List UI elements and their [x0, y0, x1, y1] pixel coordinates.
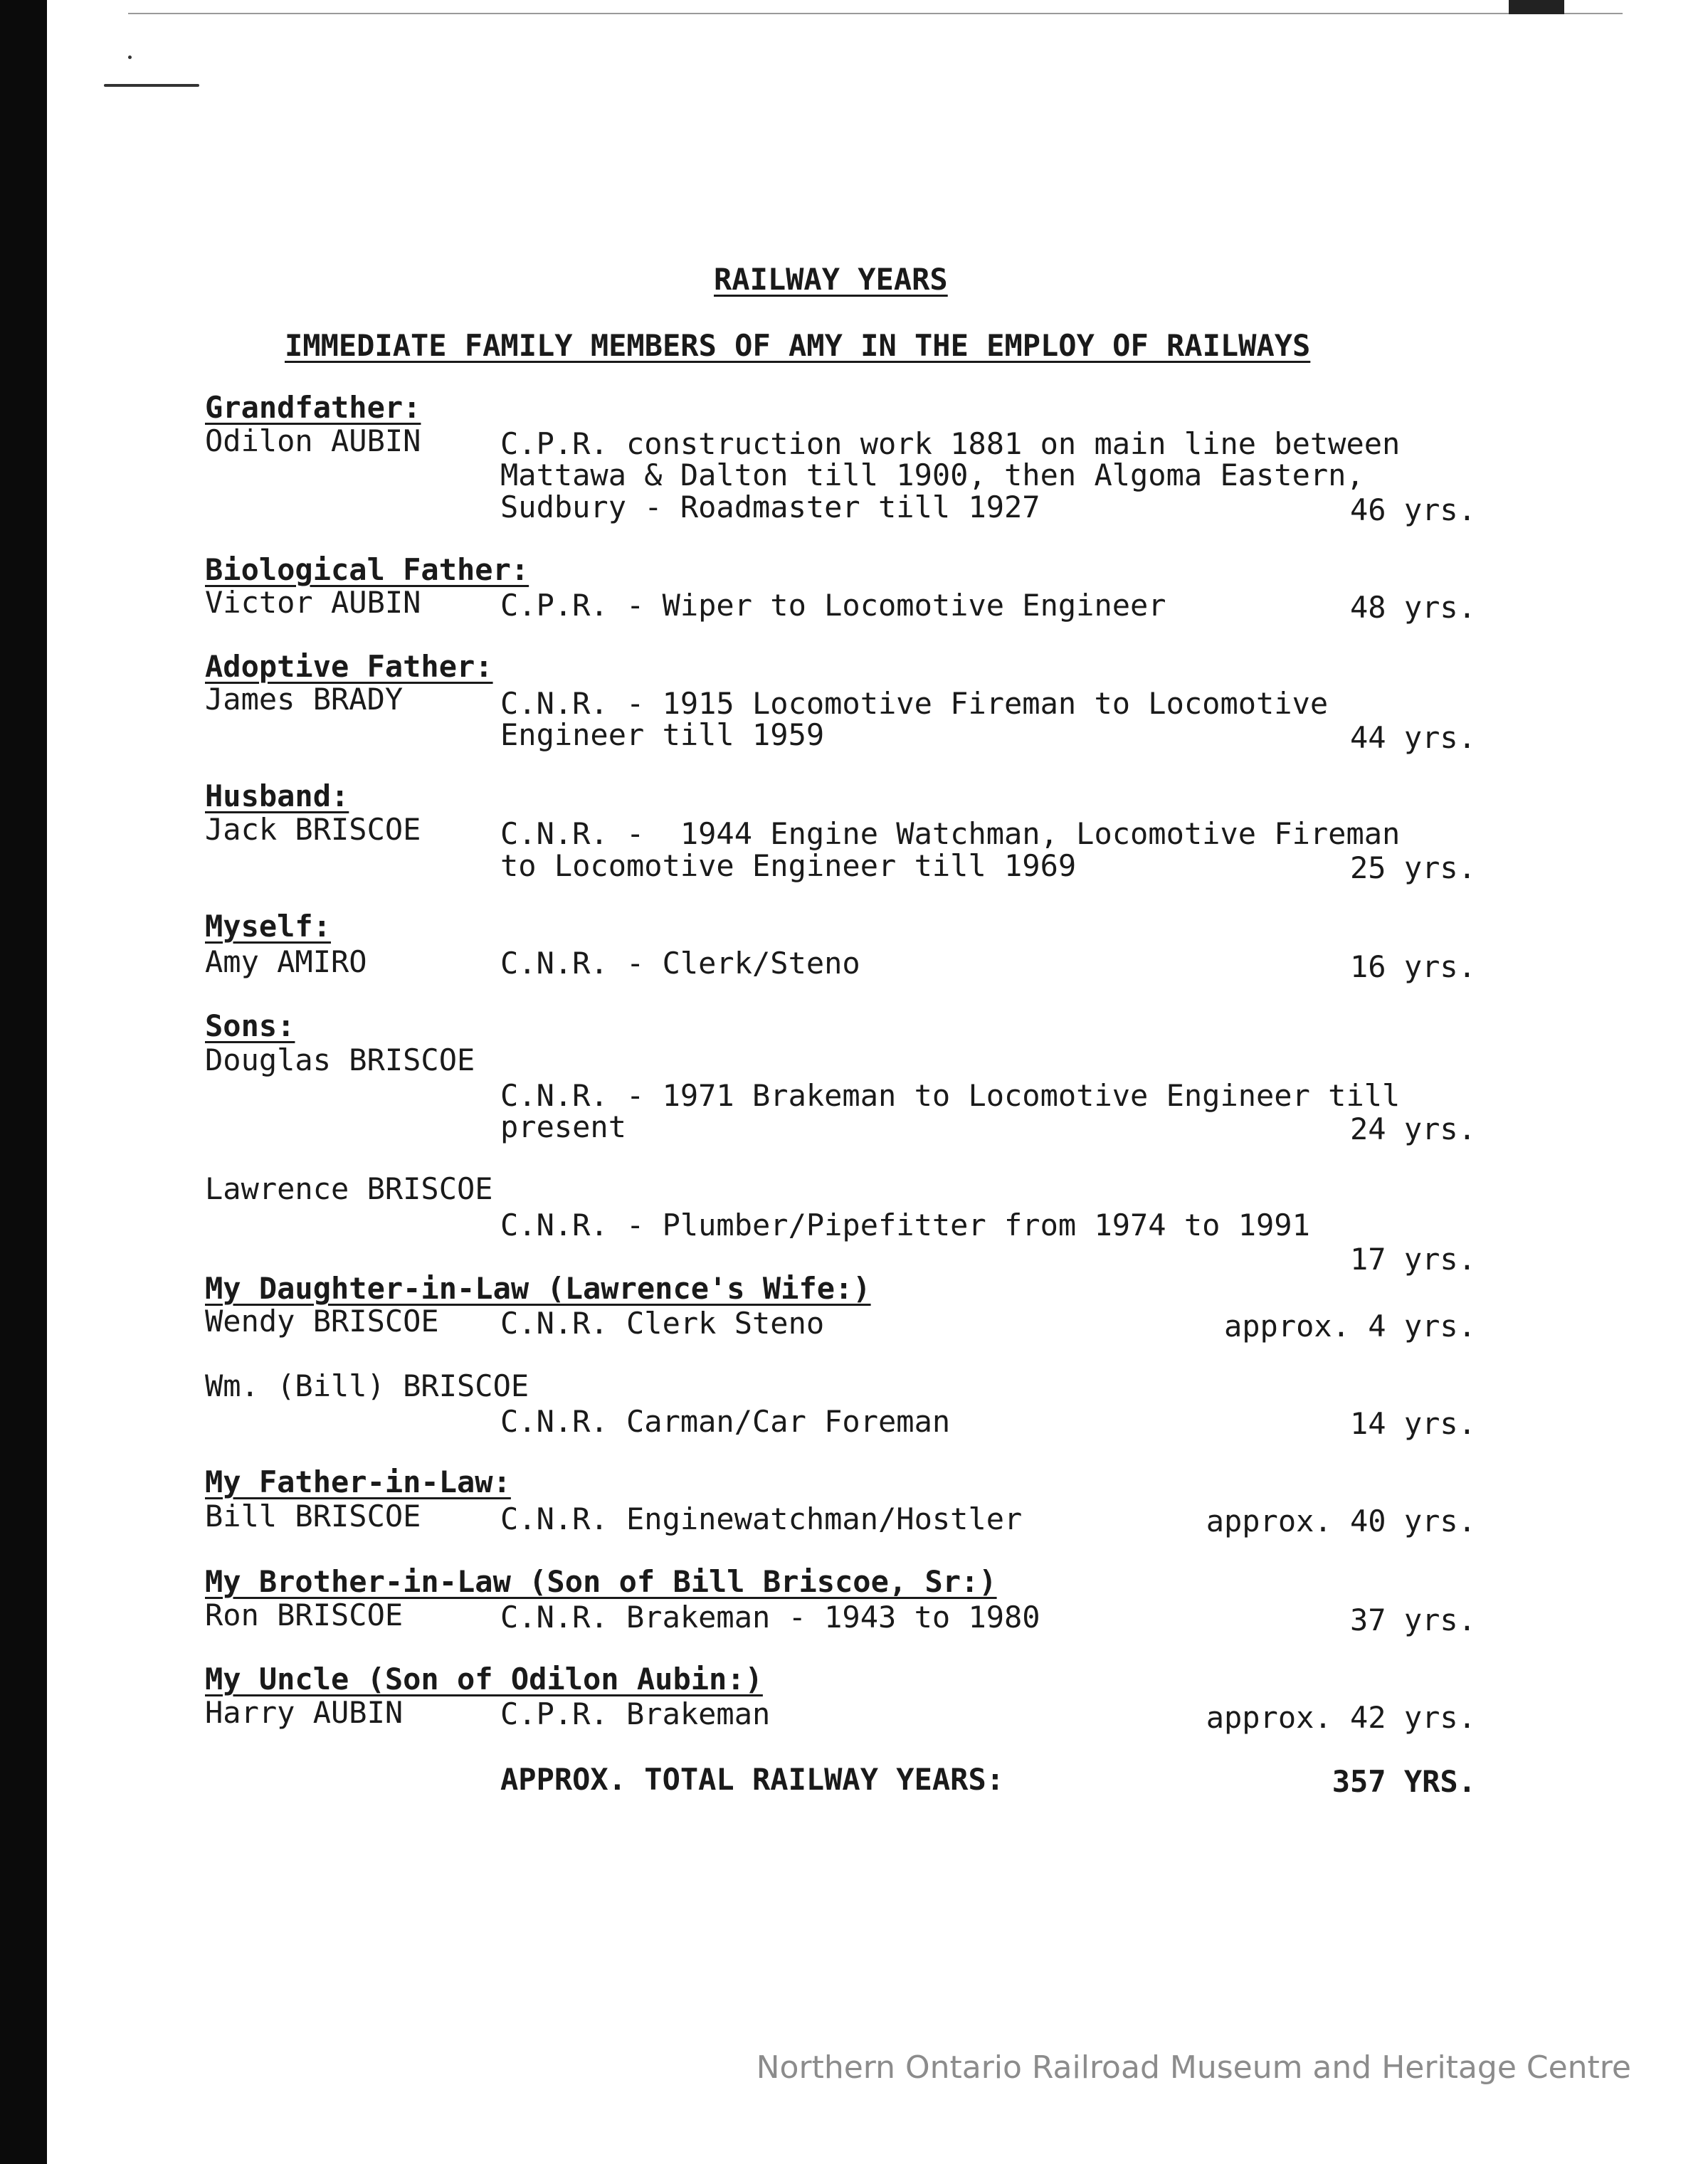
entry-description: C.N.R. Enginewatchman/Hostler [500, 1501, 1023, 1536]
total-label: APPROX. TOTAL RAILWAY YEARS: [500, 1762, 1005, 1797]
entry-label: My Brother-in-Law (Son of Bill Briscoe, Sr:) [205, 1564, 997, 1599]
entry-description: C.P.R. - Wiper to Locomotive Engineer [500, 588, 1166, 623]
entry-years: 14 yrs. [1349, 1406, 1476, 1441]
scan-top-mark [1509, 0, 1564, 14]
stray-mark [128, 56, 132, 59]
page-title: RAILWAY YEARS [714, 262, 948, 297]
entry-label: My Father-in-Law: [205, 1464, 511, 1499]
entry-name: Ron BRISCOE [205, 1598, 404, 1632]
entry-description: Engineer till 1959 [500, 717, 825, 752]
entry-description: C.N.R. Brakeman - 1943 to 1980 [500, 1600, 1040, 1635]
entry-description: C.N.R. - 1971 Brakeman to Locomotive Engineer till [500, 1078, 1401, 1113]
entry-label: Sons: [205, 1008, 295, 1043]
entry-description: Mattawa & Dalton till 1900, then Algoma Eastern, [500, 458, 1364, 492]
entry-years: approx. 42 yrs. [1206, 1700, 1476, 1735]
entry-label: My Uncle (Son of Odilon Aubin:) [205, 1662, 763, 1696]
page-subtitle: IMMEDIATE FAMILY MEMBERS OF AMY IN THE EMPLOY OF RAILWAYS [285, 328, 1311, 363]
entry-name: Lawrence BRISCOE [205, 1171, 493, 1206]
entry-name: Victor AUBIN [205, 585, 421, 620]
entry-label: Adoptive Father: [205, 649, 493, 684]
entry-description: C.N.R. - Clerk/Steno [500, 946, 860, 981]
scan-edge [0, 0, 47, 2164]
entry-name: James BRADY [205, 682, 404, 717]
scan-top-line [128, 13, 1623, 14]
entry-description: C.N.R. - Plumber/Pipefitter from 1974 to 1991 [500, 1208, 1310, 1242]
entry-years: 48 yrs. [1349, 590, 1476, 625]
entry-name: Jack BRISCOE [205, 812, 421, 847]
entry-description: C.P.R. construction work 1881 on main line between [500, 426, 1401, 461]
entry-description: Sudbury - Roadmaster till 1927 [500, 490, 1040, 524]
entry-description: C.N.R. Clerk Steno [500, 1306, 825, 1341]
entry-years: 46 yrs. [1349, 492, 1476, 527]
entry-years: 25 yrs. [1349, 850, 1476, 885]
museum-watermark: Northern Ontario Railroad Museum and Heritage Centre [756, 2049, 1631, 2086]
entry-description: C.P.R. Brakeman [500, 1696, 771, 1731]
entry-description: to Locomotive Engineer till 1969 [500, 848, 1077, 883]
entry-years: 24 yrs. [1349, 1112, 1476, 1146]
entry-years: approx. 4 yrs. [1223, 1309, 1476, 1344]
entry-years: 37 yrs. [1349, 1603, 1476, 1637]
entry-years: approx. 40 yrs. [1206, 1504, 1476, 1538]
entry-name: Wendy BRISCOE [205, 1304, 439, 1339]
entry-description: C.N.R. - 1944 Engine Watchman, Locomotive Fireman [500, 816, 1401, 851]
entry-name: Wm. (Bill) BRISCOE [205, 1368, 529, 1403]
entry-label: Myself: [205, 909, 332, 944]
entry-years: 16 yrs. [1349, 949, 1476, 984]
entry-name: Harry AUBIN [205, 1695, 404, 1730]
entry-description: C.N.R. - 1915 Locomotive Fireman to Locomotive [500, 686, 1329, 721]
entry-name: Odilon AUBIN [205, 423, 421, 458]
entry-name: Bill BRISCOE [205, 1499, 421, 1534]
entry-label: My Daughter-in-Law (Lawrence's Wife:) [205, 1271, 871, 1306]
entry-name: Amy AMIRO [205, 944, 367, 979]
entry-name: Douglas BRISCOE [205, 1043, 475, 1077]
entry-description: C.N.R. Carman/Car Foreman [500, 1404, 951, 1439]
entry-description: present [500, 1109, 627, 1144]
entry-years: 44 yrs. [1349, 720, 1476, 755]
entry-label: Husband: [205, 778, 349, 813]
entry-years: 17 yrs. [1349, 1242, 1476, 1277]
total-value: 357 YRS. [1332, 1764, 1476, 1799]
entry-label: Grandfather: [205, 390, 421, 425]
stray-dash [104, 84, 199, 87]
entry-label: Biological Father: [205, 552, 529, 587]
